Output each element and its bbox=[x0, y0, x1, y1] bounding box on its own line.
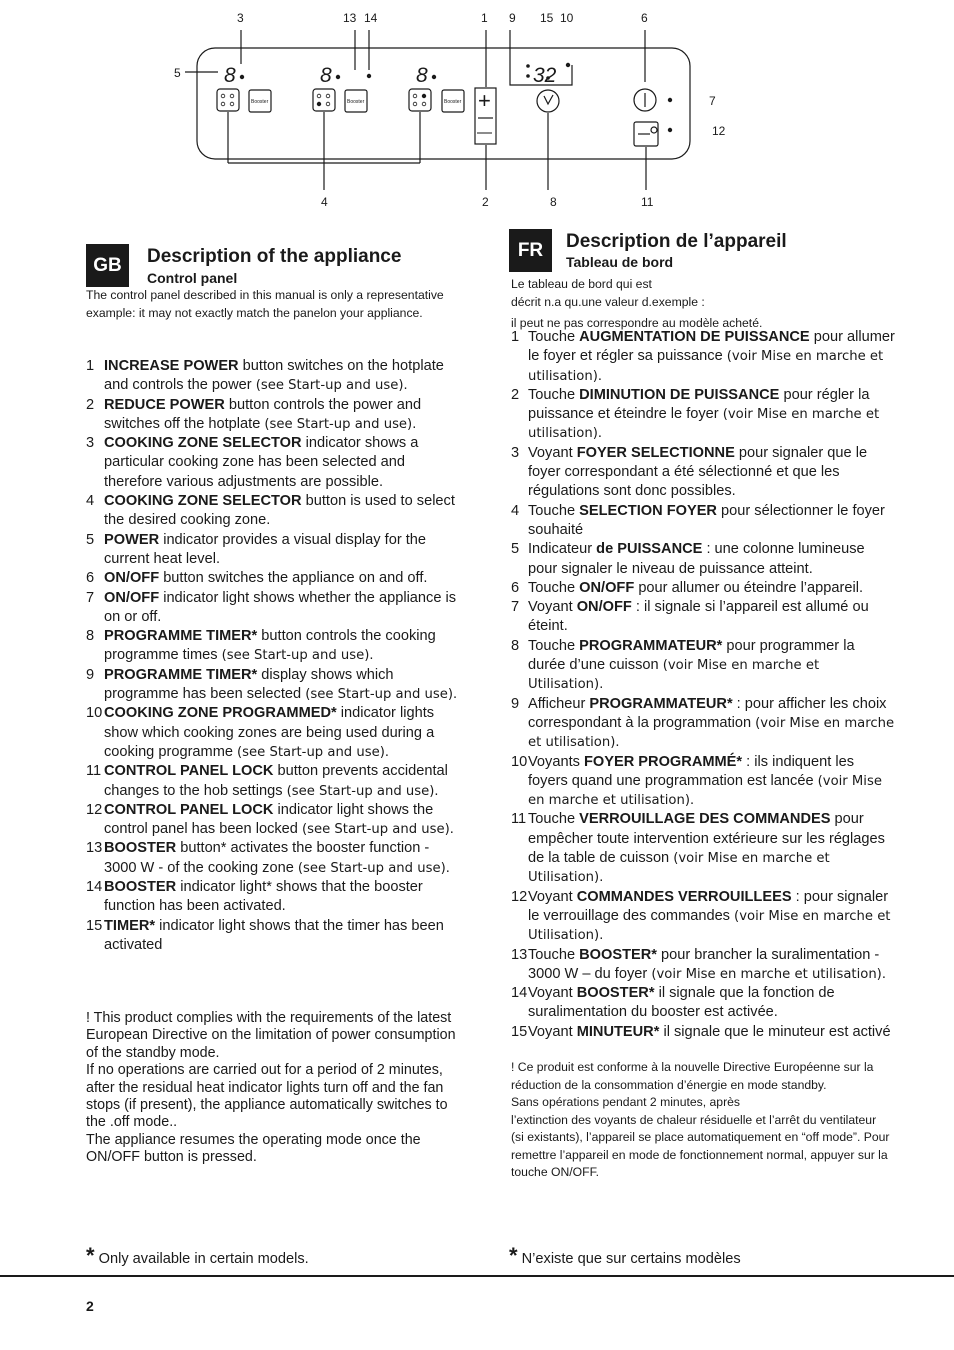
fr-item-prefix: Touche bbox=[528, 386, 580, 403]
gb-item-end: . bbox=[445, 859, 450, 876]
fr-item-number: 9 bbox=[511, 695, 520, 712]
gb-item-desc: button controls the power and switches off the hotplate bbox=[104, 396, 422, 432]
fr-item-key: ON/OFF bbox=[576, 599, 632, 616]
fr-item-key: COMMANDES VERROUILLEES bbox=[576, 888, 792, 905]
gb-item-desc: button controls the cooking programme times bbox=[104, 628, 436, 664]
fr-item-desc: : il signale si l’appareil est allumé ou éteint. bbox=[528, 599, 869, 635]
fr-item-number: 12 bbox=[511, 888, 528, 905]
fr-item-desc: : pour afficher les choix correspondant à la programmation bbox=[528, 695, 887, 731]
fr-item-prefix: Voyants bbox=[528, 753, 584, 770]
callout-8: 8 bbox=[550, 195, 557, 209]
gb-item-number: 12 bbox=[86, 801, 103, 818]
fr-item-prefix: Touche bbox=[528, 579, 580, 596]
gb-item-end: . bbox=[384, 743, 389, 760]
fr-item-text bbox=[528, 888, 895, 946]
fr-item-text bbox=[528, 637, 895, 695]
gb-item-key: TIMER* bbox=[104, 917, 156, 934]
gb-item-list bbox=[86, 357, 464, 955]
fr-item-text bbox=[528, 540, 895, 579]
gb-item-text bbox=[104, 704, 464, 762]
gb-item-end: . bbox=[434, 782, 439, 799]
gb-note-paragraph: ! This product complies with the requirements of the latest European Directive on the limitation of power consumption of the standby mode. bbox=[86, 1010, 456, 1061]
on-off-indicator-dot bbox=[668, 98, 672, 102]
power-display-1: 8 bbox=[224, 64, 236, 87]
gb-item-see: (see Start-up and use) bbox=[237, 744, 385, 760]
gb-item-see: (see Start-up and use) bbox=[286, 783, 435, 799]
fr-item-text bbox=[528, 444, 895, 502]
fr-list-item bbox=[511, 984, 895, 1023]
fr-item-desc: : ils indiquent les foyers quand une programmation est lancée bbox=[528, 753, 855, 789]
fr-item-number: 14 bbox=[511, 985, 528, 1002]
gb-item-text bbox=[104, 531, 464, 570]
fr-item-desc: pour brancher la suralimentation - 3000 W – du foyer bbox=[528, 946, 880, 982]
fr-item-text bbox=[528, 579, 895, 598]
fr-item-key: FOYER PROGRAMMÉ* bbox=[583, 753, 743, 770]
fr-item-key: MINUTEUR* bbox=[576, 1023, 660, 1040]
fr-item-see: (voir Mise en marche et utilisation) bbox=[528, 715, 895, 751]
fr-item-number: 7 bbox=[511, 599, 520, 616]
fr-list-item bbox=[511, 695, 895, 753]
gb-item-text bbox=[104, 627, 464, 666]
fr-notes bbox=[511, 1059, 891, 1182]
gb-list-item bbox=[86, 396, 464, 435]
callout-1: 1 bbox=[481, 11, 488, 25]
fr-item-key: FOYER SELECTIONNE bbox=[576, 444, 735, 461]
zone-selector-button-1 bbox=[217, 89, 239, 111]
power-display-3: 8 bbox=[416, 64, 428, 87]
gb-item-number: 7 bbox=[86, 589, 95, 606]
fr-item-key: VERROUILLAGE DES COMMANDES bbox=[579, 811, 831, 828]
fr-item-number: 1 bbox=[511, 329, 520, 345]
fr-item-end: . bbox=[597, 367, 602, 384]
timer-button bbox=[537, 90, 559, 112]
callout-13: 13 bbox=[343, 11, 357, 25]
fr-item-number: 11 bbox=[511, 811, 527, 828]
power-display-2: 8 bbox=[320, 64, 332, 87]
callout-15: 15 bbox=[540, 11, 554, 25]
fr-item-desc: pour empêcher toute intervention extérieure sur les réglages de la table de cuisson bbox=[528, 811, 885, 867]
fr-item-prefix: Touche bbox=[528, 502, 580, 519]
gb-item-desc: indicator provides a visual display for the current heat level. bbox=[104, 531, 427, 567]
fr-item-text bbox=[528, 984, 895, 1023]
gb-list-item bbox=[86, 762, 464, 801]
booster-indicator-dot bbox=[367, 74, 371, 78]
gb-list-item bbox=[86, 357, 464, 396]
callout-6: 6 bbox=[641, 11, 648, 25]
gb-item-desc: button* activates the booster function - 3000 W - of the cooking zone bbox=[104, 840, 430, 876]
control-panel-diagram bbox=[0, 0, 954, 220]
callout-10: 10 bbox=[560, 11, 574, 25]
gb-item-text bbox=[104, 492, 464, 531]
gb-item-end: . bbox=[369, 647, 374, 664]
fr-item-desc: il signale que le minuteur est activé bbox=[659, 1023, 891, 1040]
gb-item-number: 4 bbox=[86, 493, 95, 510]
page-number: 2 bbox=[86, 1298, 94, 1314]
fr-list-item bbox=[511, 579, 895, 598]
gb-item-desc: indicator lights show which cooking zones are being used during a cooking programme bbox=[104, 705, 435, 760]
gb-item-number: 1 bbox=[86, 358, 95, 374]
callout-11: 11 bbox=[641, 195, 654, 209]
gb-item-text bbox=[104, 569, 464, 588]
fr-item-text bbox=[528, 386, 895, 444]
lock-indicator-dot bbox=[668, 128, 672, 132]
gb-item-key: ON/OFF bbox=[104, 570, 160, 587]
gb-footnote-text: Only available in certain models. bbox=[98, 1251, 309, 1267]
gb-item-text bbox=[104, 357, 464, 396]
fr-item-desc: il signale que la fonction de suralimentation du booster est activée. bbox=[528, 985, 835, 1021]
fr-item-key: AUGMENTATION DE PUISSANCE bbox=[579, 329, 810, 345]
fr-item-desc: pour allumer ou éteindre l’appareil. bbox=[634, 579, 864, 596]
fr-item-prefix: Touche bbox=[528, 946, 580, 963]
zone-indicator-dot-1 bbox=[240, 75, 244, 79]
gb-list-item bbox=[86, 917, 464, 956]
gb-item-number: 15 bbox=[86, 917, 103, 934]
fr-item-end: . bbox=[599, 927, 604, 944]
fr-item-number: 8 bbox=[511, 637, 520, 654]
gb-item-desc: indicator light* shows that the booster function has been activated. bbox=[104, 879, 423, 915]
gb-list-item bbox=[86, 839, 464, 878]
booster-label-3: Booster bbox=[444, 99, 462, 105]
timer-display: 32 bbox=[533, 64, 557, 87]
fr-item-see: (voir Mise en marche et utilisation) bbox=[528, 349, 884, 384]
minus-symbol: — bbox=[477, 124, 492, 141]
fr-item-desc: : une colonne lumineuse pour signaler le niveau de puissance atteint. bbox=[528, 541, 865, 577]
gb-item-see: (see Start-up and use) bbox=[301, 822, 450, 838]
fr-item-key: BOOSTER* bbox=[579, 946, 657, 963]
gb-item-see: (see Start-up and use) bbox=[221, 648, 370, 664]
fr-list-item bbox=[511, 888, 895, 946]
gb-item-desc: button switches the appliance on and off. bbox=[159, 570, 428, 587]
fr-list-item bbox=[511, 946, 895, 985]
callout-14: 14 bbox=[364, 11, 378, 25]
fr-list-item bbox=[511, 1023, 895, 1042]
plus-symbol: + bbox=[478, 88, 491, 113]
fr-item-key: PROGRAMMATEUR* bbox=[579, 637, 723, 654]
callout-5: 5 bbox=[174, 66, 181, 80]
fr-list-item bbox=[511, 328, 895, 386]
gb-list-item bbox=[86, 492, 464, 531]
fr-item-text bbox=[528, 753, 895, 811]
fr-subtitle: Tableau de bord bbox=[566, 254, 674, 270]
callout-9: 9 bbox=[509, 11, 516, 25]
gb-item-number: 5 bbox=[86, 531, 95, 548]
gb-list-item bbox=[86, 434, 464, 492]
gb-item-key: INCREASE POWER bbox=[104, 358, 239, 374]
callout-7: 7 bbox=[709, 94, 716, 108]
gb-item-number: 10 bbox=[86, 705, 103, 722]
gb-item-see: (see Start-up and use) bbox=[297, 860, 446, 876]
gb-item-text bbox=[104, 666, 464, 705]
gb-item-text bbox=[104, 878, 464, 917]
zone-indicator-dot-2 bbox=[336, 75, 340, 79]
fr-item-prefix: Voyant bbox=[528, 1023, 577, 1040]
fr-note-paragraph: ! Ce produit est conforme à la nouvelle Directive Européenne sur la réduction de la consommation d’énergie en mode standby. bbox=[511, 1060, 874, 1092]
programmed-zone-dot-2 bbox=[526, 74, 530, 78]
fr-item-key: SELECTION FOYER bbox=[579, 502, 717, 519]
fr-item-number: 10 bbox=[511, 753, 528, 770]
fr-item-key: de PUISSANCE bbox=[596, 541, 703, 558]
fr-item-prefix: Touche bbox=[528, 329, 580, 345]
gb-notes bbox=[86, 1010, 456, 1167]
callout-12: 12 bbox=[712, 124, 726, 138]
fr-item-text bbox=[528, 1023, 895, 1042]
gb-item-key: CONTROL PANEL LOCK bbox=[104, 763, 274, 780]
fr-note-paragraph: l’extinction des voyants de chaleur résiduelle et l’arrêt du ventilateur (si existants), l’appareil se place automatiquement en “off mode”. Pour remettre l’appareil en mode de fonctionnement normal, appuyer sur la touche ON/OFF. bbox=[511, 1112, 890, 1179]
fr-item-text bbox=[528, 598, 895, 637]
fr-item-end: . bbox=[599, 676, 604, 693]
fr-badge: FR bbox=[509, 229, 552, 272]
fr-footnote-text: N’existe que sur certains modèles bbox=[521, 1251, 741, 1267]
booster-label-2: Booster bbox=[347, 99, 365, 105]
gb-item-key: COOKING ZONE SELECTOR bbox=[104, 493, 302, 510]
gb-note-paragraph: The appliance resumes the operating mode once the ON/OFF button is pressed. bbox=[86, 1131, 421, 1166]
gb-item-text bbox=[104, 434, 464, 492]
gb-footnote bbox=[86, 1243, 309, 1269]
gb-item-desc: indicator light shows the control panel has been locked bbox=[104, 801, 434, 838]
callout-4: 4 bbox=[321, 195, 328, 209]
fr-list-item bbox=[511, 598, 895, 637]
fr-intro-line: il peut ne pas correspondre au modèle acheté. bbox=[511, 316, 763, 330]
fr-list-item bbox=[511, 444, 895, 502]
gb-item-number: 9 bbox=[86, 666, 95, 683]
gb-footnote-star: * bbox=[86, 1243, 95, 1268]
fr-item-end: . bbox=[690, 792, 695, 809]
gb-item-number: 14 bbox=[86, 879, 103, 896]
fr-item-prefix: Touche bbox=[528, 811, 580, 828]
callout-3: 3 bbox=[237, 11, 244, 25]
fr-item-number: 3 bbox=[511, 444, 520, 461]
gb-item-number: 8 bbox=[86, 628, 95, 645]
gb-item-desc: button switches on the hotplate and controls the power bbox=[104, 358, 444, 394]
fr-item-end: . bbox=[615, 734, 620, 751]
gb-subtitle: Control panel bbox=[147, 270, 238, 286]
fr-footnote-star: * bbox=[509, 1243, 518, 1268]
gb-item-desc: indicator light shows that the timer has been activated bbox=[104, 917, 444, 953]
gb-item-key: BOOSTER bbox=[104, 840, 177, 857]
fr-item-end: . bbox=[599, 869, 604, 886]
gb-title: Description of the appliance bbox=[147, 246, 402, 267]
fr-intro bbox=[511, 276, 901, 333]
fr-item-prefix: Voyant bbox=[528, 444, 577, 461]
programmed-zone-dot-1 bbox=[526, 64, 530, 68]
fr-item-desc: pour sélectionner le foyer souhaité bbox=[528, 502, 885, 538]
fr-item-see: (voir Mise en marche et utilisation) bbox=[528, 773, 882, 809]
fr-item-desc: pour programmer la durée d’une cuisson bbox=[528, 637, 855, 674]
gb-item-end: . bbox=[449, 821, 454, 838]
gb-item-key: PROGRAMME TIMER* bbox=[104, 666, 258, 683]
fr-item-key: PROGRAMMATEUR* bbox=[589, 695, 733, 712]
fr-list-item bbox=[511, 386, 895, 444]
fr-item-prefix: Afficheur bbox=[528, 695, 590, 712]
fr-list-item bbox=[511, 810, 895, 887]
fr-item-key: ON/OFF bbox=[579, 579, 635, 596]
gb-item-key: PROGRAMME TIMER* bbox=[104, 628, 258, 645]
gb-item-text bbox=[104, 917, 464, 956]
fr-item-number: 2 bbox=[511, 386, 520, 403]
fr-item-key: DIMINUTION DE PUISSANCE bbox=[579, 386, 780, 403]
gb-item-key: REDUCE POWER bbox=[104, 396, 225, 413]
gb-item-key: ON/OFF bbox=[104, 589, 160, 606]
gb-item-number: 13 bbox=[86, 840, 103, 857]
fr-list-item bbox=[511, 540, 895, 579]
fr-footnote bbox=[509, 1243, 741, 1269]
fr-item-number: 15 bbox=[511, 1023, 528, 1040]
fr-item-see: (voir Mise en marche et Utilisation) bbox=[528, 658, 820, 693]
timer-indicator-dot bbox=[566, 63, 570, 67]
zone-indicator-dot-3 bbox=[432, 75, 436, 79]
gb-item-see: (see Start-up and use) bbox=[255, 378, 404, 394]
gb-item-key: POWER bbox=[104, 531, 160, 548]
gb-item-text bbox=[104, 396, 464, 435]
fr-intro-line: décrit n.a qu.une valeur d.exemple : bbox=[511, 294, 705, 309]
gb-item-key: COOKING ZONE PROGRAMMED* bbox=[104, 705, 337, 722]
fr-item-number: 6 bbox=[511, 579, 520, 596]
gb-item-desc: display shows which programme has been selected bbox=[104, 666, 394, 703]
fr-item-see: (voir Mise en marche et utilisation) bbox=[651, 966, 882, 982]
gb-item-desc: button prevents accidental changes to the hob settings bbox=[104, 763, 448, 799]
gb-item-key: BOOSTER bbox=[104, 879, 177, 896]
gb-item-text bbox=[104, 762, 464, 801]
gb-note-paragraph: If no operations are carried out for a period of 2 minutes, after the residual heat indicator lights turn off and the fan stops (if present), the appliance automatically switches to the .off mode.. bbox=[86, 1062, 448, 1131]
gb-item-text bbox=[104, 801, 464, 840]
fr-item-text bbox=[528, 502, 895, 541]
gb-list-item bbox=[86, 704, 464, 762]
gb-item-desc: indicator light shows whether the appliance is on or off. bbox=[104, 589, 457, 625]
gb-list-item bbox=[86, 569, 464, 588]
fr-item-prefix: Voyant bbox=[528, 599, 577, 616]
fr-item-list bbox=[511, 328, 895, 1042]
fr-list-item bbox=[511, 502, 895, 541]
gb-list-item bbox=[86, 589, 464, 628]
fr-item-text bbox=[528, 810, 895, 887]
fr-intro-line: Le tableau de bord qui est bbox=[511, 277, 652, 291]
fr-item-text bbox=[528, 946, 895, 985]
gb-item-end: . bbox=[453, 686, 458, 703]
gb-list-item bbox=[86, 801, 464, 840]
fr-list-item bbox=[511, 637, 895, 695]
gb-badge: GB bbox=[86, 244, 129, 287]
fr-item-prefix: Voyant bbox=[528, 888, 577, 905]
gb-list-item bbox=[86, 878, 464, 917]
fr-item-text bbox=[528, 328, 895, 386]
gb-item-number: 3 bbox=[86, 435, 95, 452]
fr-item-see: (voir Mise en marche et Utilisation) bbox=[528, 851, 830, 886]
callout-2: 2 bbox=[482, 195, 489, 209]
fr-item-desc: pour régler la puissance et éteindre le foyer bbox=[528, 386, 870, 423]
fr-item-number: 5 bbox=[511, 541, 520, 558]
gb-item-end: . bbox=[412, 415, 417, 432]
gb-item-key: COOKING ZONE SELECTOR bbox=[104, 435, 302, 452]
gb-list-item bbox=[86, 531, 464, 570]
fr-item-prefix: Voyant bbox=[528, 985, 577, 1002]
fr-item-desc: : pour signaler le verrouillage des commandes bbox=[528, 888, 889, 924]
fr-item-prefix: Indicateur bbox=[528, 541, 597, 558]
zone-selector-button-2 bbox=[313, 89, 335, 111]
gb-item-number: 11 bbox=[86, 763, 102, 780]
fr-item-number: 4 bbox=[511, 502, 520, 519]
fr-item-text bbox=[528, 695, 895, 753]
fr-item-see: (voir Mise en marche et utilisation) bbox=[528, 407, 880, 442]
fr-item-end: . bbox=[597, 425, 602, 442]
fr-item-end: . bbox=[881, 965, 886, 982]
fr-item-number: 13 bbox=[511, 946, 528, 963]
gb-list-item bbox=[86, 666, 464, 705]
footer-rule bbox=[0, 1275, 954, 1277]
fr-item-see: (voir Mise en marche et Utilisation) bbox=[528, 908, 891, 944]
gb-intro: The control panel described in this manual is only a representative example: it may not exactly match the panelon your appliance. bbox=[86, 288, 444, 320]
fr-list-item bbox=[511, 753, 895, 811]
fr-title: Description de l’appareil bbox=[566, 231, 787, 252]
fr-item-desc: pour allumer le foyer et régler sa puissance bbox=[528, 329, 895, 365]
fr-note-paragraph: Sans opérations pendant 2 minutes, après bbox=[511, 1095, 741, 1109]
gb-item-desc: button is used to select the desired cooking zone. bbox=[104, 493, 455, 529]
fr-item-prefix: Touche bbox=[528, 637, 580, 654]
gb-item-desc: indicator shows a particular cooking zone has been selected and therefore various adjustments are possible. bbox=[104, 435, 419, 490]
gb-item-key: CONTROL PANEL LOCK bbox=[104, 801, 274, 818]
booster-label-1: Booster bbox=[251, 99, 269, 105]
gb-list-item bbox=[86, 627, 464, 666]
gb-item-see: (see Start-up and use) bbox=[305, 687, 454, 703]
gb-item-text bbox=[104, 839, 464, 878]
gb-item-see: (see Start-up and use) bbox=[264, 416, 413, 432]
gb-item-number: 2 bbox=[86, 396, 95, 413]
gb-item-end: . bbox=[403, 377, 408, 394]
fr-item-key: BOOSTER* bbox=[576, 985, 655, 1002]
gb-item-text bbox=[104, 589, 464, 628]
fr-item-desc: pour signaler que le foyer correspondant a été sélectionné et que les régulations sont donc possibles. bbox=[528, 444, 868, 500]
zone-selector-button-3 bbox=[409, 89, 431, 111]
gb-item-number: 6 bbox=[86, 570, 95, 587]
